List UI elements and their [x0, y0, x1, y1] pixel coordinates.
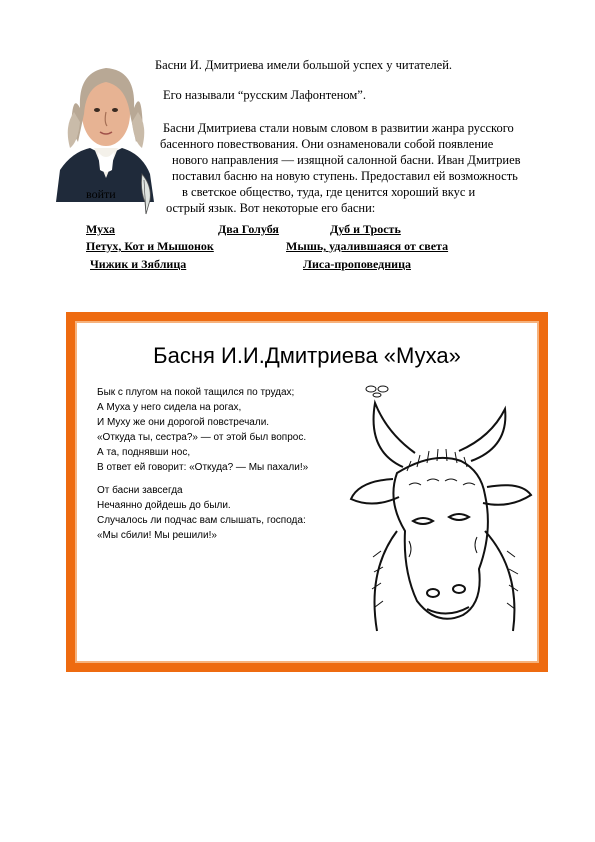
login-link[interactable]: войти [86, 187, 116, 201]
poem-line: От басни завсегда [97, 485, 183, 496]
bull-illustration [337, 381, 537, 643]
paragraph-line: басенного повествования. Они ознаменовали собой появление [160, 137, 494, 151]
poem-line: Бык с плугом на покой тащился по трудах; [97, 387, 295, 398]
poem-line: И Муху же они дорогой повстречали. [97, 417, 270, 428]
intro-line-2: Его называли “русским Лафонтеном”. [163, 88, 366, 102]
poem-text [97, 385, 308, 543]
poem-line: «Мы сбили! Мы решили!» [97, 530, 217, 541]
slide-frame [66, 312, 548, 672]
poem-line: Нечаянно дойдешь до были. [97, 500, 231, 511]
fable-link-mysh[interactable]: Мышь, удалившаяся от света [286, 239, 449, 253]
quill-pen-icon [140, 172, 154, 216]
poem-line: А та, поднявши нос, [97, 447, 191, 458]
intro-line-1: Басни И. Дмитриева имели большой успех у читателей. [155, 58, 453, 72]
paragraph-line: острый язык. Вот некоторые его басни: [166, 201, 376, 215]
fly-icon [366, 386, 388, 397]
paragraph-line: поставил басню на новую ступень. Предоставил ей возможность [172, 169, 518, 183]
fable-link-petukh-kot[interactable]: Петух, Кот и Мышонок [86, 239, 214, 253]
fable-link-dva-golubya[interactable]: Два Голубя [218, 222, 279, 236]
slide-title: Басня И.И.Дмитриева «Муха» [153, 343, 461, 368]
poem-line: В ответ ей говорит: «Откуда? — Мы пахали!» [97, 462, 309, 473]
fable-link-chizhik[interactable]: Чижик и Зяблица [90, 257, 187, 271]
fable-link-mukha[interactable]: Муха [86, 222, 116, 236]
paragraph-line: Басни Дмитриева стали новым словом в развитии жанра русского [163, 121, 514, 135]
poem-line: «Откуда ты, сестра?» — от этой был вопрос. [97, 432, 307, 443]
poem-line: А Муха у него сидела на рогах, [97, 402, 242, 413]
fable-link-lisa[interactable]: Лиса-проповедница [303, 257, 411, 271]
poem-line: Случалось ли подчас вам слышать, господа: [97, 515, 306, 526]
paragraph-line: нового направления — изящной салонной басни. Иван Дмитриев [172, 153, 521, 167]
paragraph-line: в светское общество, туда, где ценится хороший вкус и [182, 185, 476, 199]
slide-content [75, 321, 539, 663]
fable-link-dub-i-trost[interactable]: Дуб и Трость [330, 222, 401, 236]
